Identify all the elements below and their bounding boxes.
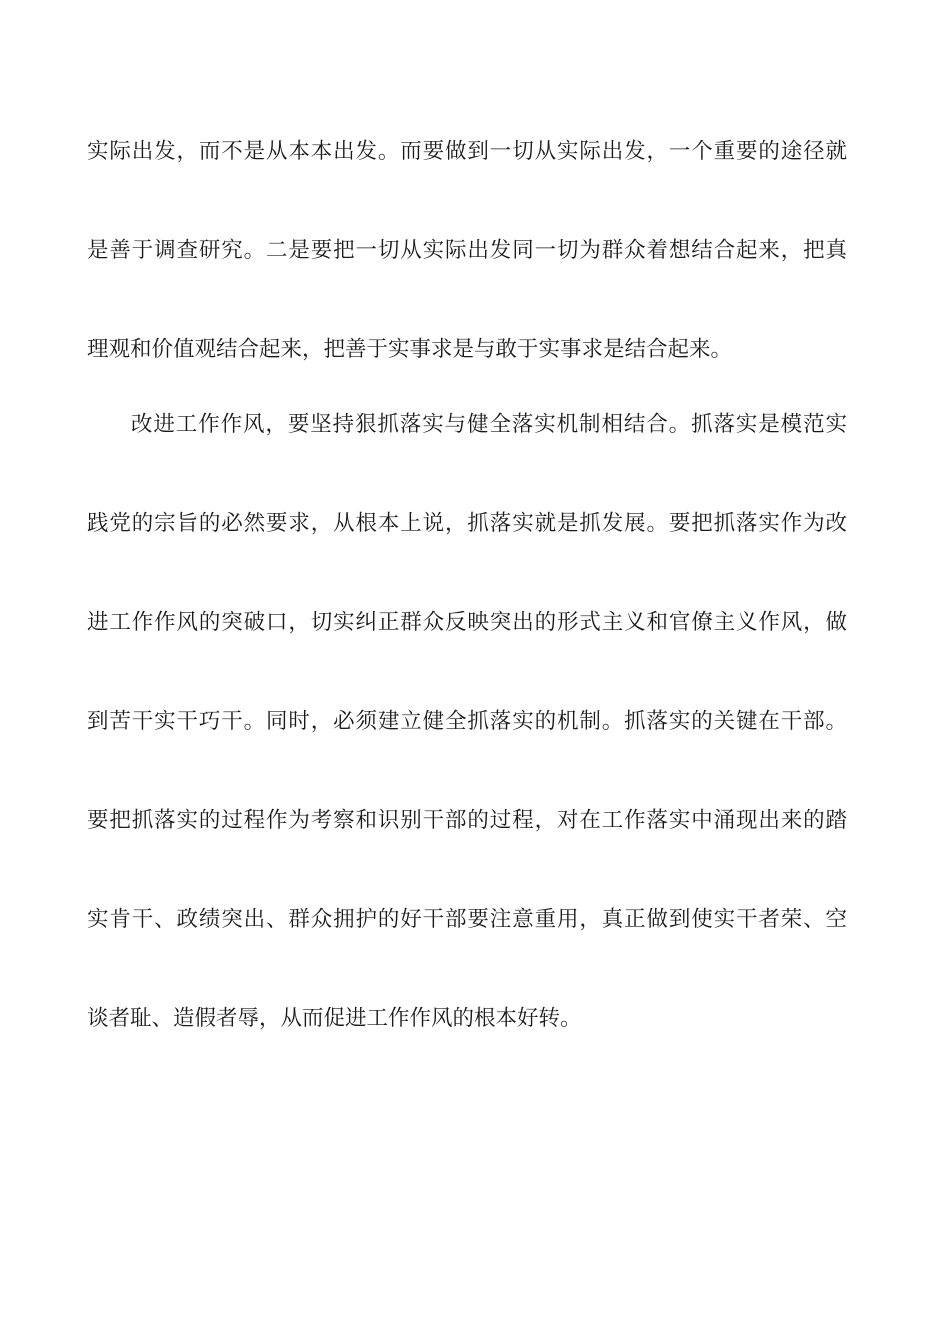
text-line-indented: 改进工作作风，要坚持狠抓落实与健全落实机制相结合。抓落实是模范实 [131,412,847,437]
text-line: 是善于调查研究。二是要把一切从实际出发同一切为群众着想结合起来，把真 [87,238,847,263]
text-line: 谈者耻、造假者辱，从而促进工作作风的根本好转。 [87,1006,582,1031]
text-line: 践党的宗旨的必然要求，从根本上说，抓落实就是抓发展。要把抓落实作为改 [87,511,847,536]
text-line: 实肯干、政绩突出、群众拥护的好干部要注意重用，真正做到使实干者荣、空 [87,907,847,932]
text-line: 实际出发，而不是从本本出发。而要做到一切从实际出发，一个重要的途径就 [87,139,847,164]
text-line: 到苦干实干巧干。同时，必须建立健全抓落实的机制。抓落实的关键在干部。 [87,709,847,734]
text-line: 进工作作风的突破口，切实纠正群众反映突出的形式主义和官僚主义作风，做 [87,610,847,635]
text-line: 要把抓落实的过程作为考察和识别干部的过程，对在工作落实中涌现出来的踏 [87,808,847,833]
text-line: 理观和价值观结合起来，把善于实事求是与敢于实事求是结合起来。 [87,337,733,362]
